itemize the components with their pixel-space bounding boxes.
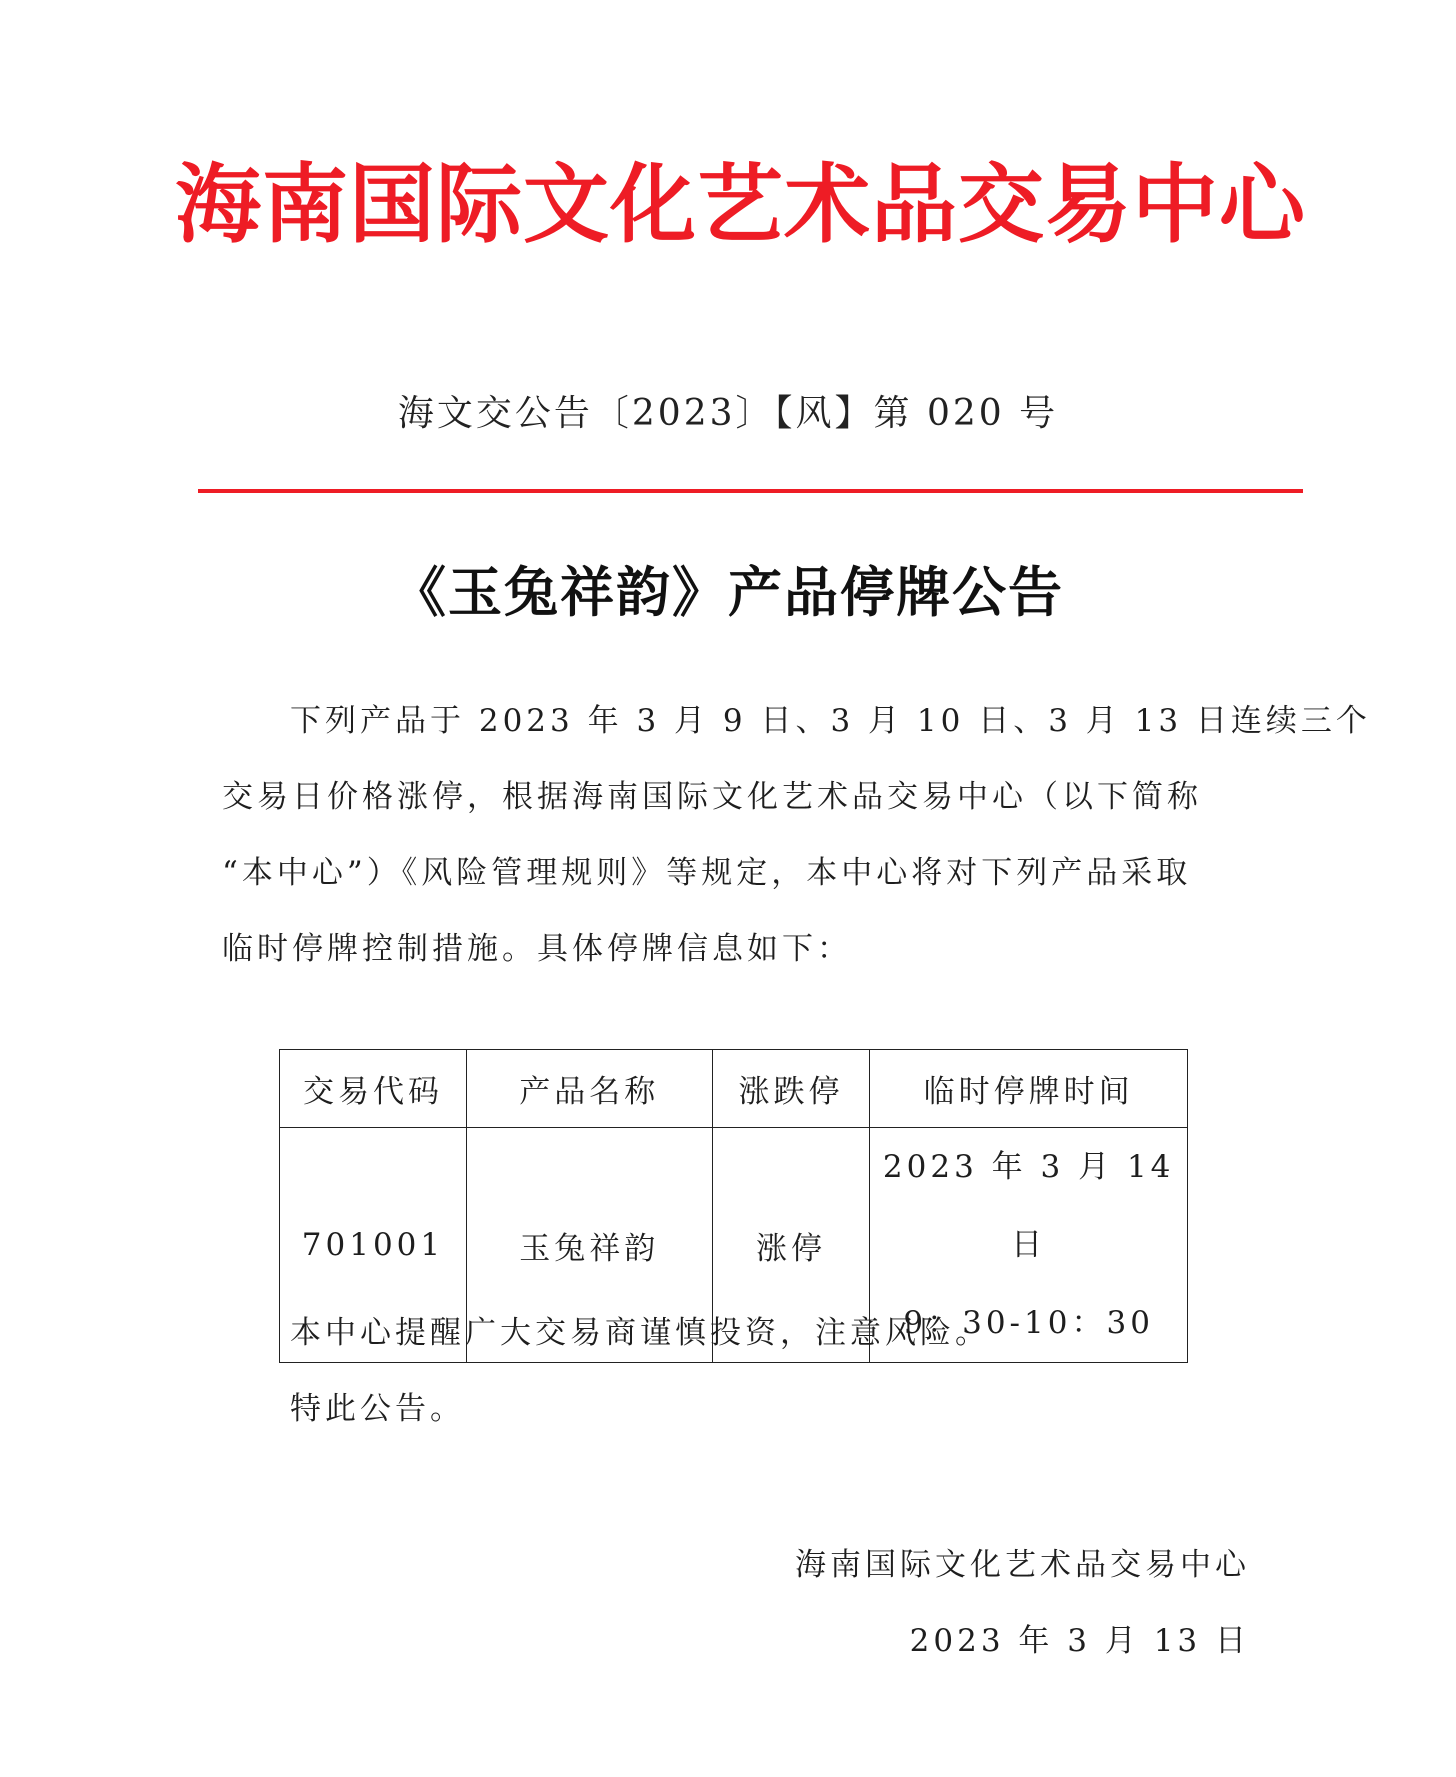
body-line-1: 下列产品于 2023 年 3 月 9 日、3 月 10 日、3 月 13 日连续三个: [290, 703, 1371, 739]
cell-trade-code: 701001: [280, 1128, 467, 1363]
body-line-4: 临时停牌控制措施。具体停牌信息如下：: [222, 931, 852, 967]
letterhead-char: 南: [262, 154, 348, 255]
table-header-row: [280, 1050, 1188, 1128]
header-product-name: 产品名称: [466, 1050, 712, 1128]
risk-reminder: 本中心提醒广大交易商谨慎投资，注意风险。: [290, 1315, 990, 1351]
letterhead-char: 文: [523, 154, 609, 255]
letterhead-char: 术: [784, 154, 870, 255]
closing-statement: 特此公告。: [290, 1391, 465, 1427]
suspension-hours: 9：30-10：30: [903, 1305, 1154, 1341]
letterhead-char: 际: [436, 154, 522, 255]
letterhead-char: 海: [175, 154, 261, 255]
document-number: 海文交公告〔2023〕【风】第 020 号: [397, 393, 1059, 434]
letterhead-char: 国: [349, 154, 435, 255]
letterhead-char: 品: [871, 154, 957, 255]
header-limit: 涨跌停: [712, 1050, 870, 1128]
red-divider: [198, 489, 1303, 493]
letterhead-char: 易: [1045, 154, 1131, 255]
document-title: 《玉兔祥韵》产品停牌公告: [392, 560, 1064, 624]
cell-product-name: 玉兔祥韵: [466, 1128, 712, 1363]
letterhead-char: 化: [610, 154, 696, 255]
suspension-date: 2023 年 3 月 14 日: [882, 1149, 1175, 1263]
cell-limit: 涨停: [712, 1128, 870, 1363]
letterhead-char: 心: [1219, 154, 1305, 255]
signature-org: 海南国际文化艺术品交易中心: [795, 1547, 1250, 1583]
letterhead-char: 艺: [697, 154, 783, 255]
letterhead-org-name: [175, 150, 1305, 260]
body-line-2: 交易日价格涨停，根据海南国际文化艺术品交易中心（以下简称: [222, 779, 1202, 815]
header-trade-code: 交易代码: [280, 1050, 467, 1128]
letterhead-char: 中: [1132, 154, 1218, 255]
header-suspension-time: 临时停牌时间: [870, 1050, 1188, 1128]
letterhead-char: 交: [958, 154, 1044, 255]
signature-date: 2023 年 3 月 13 日: [909, 1623, 1250, 1659]
body-line-3: “本中心”）《风险管理规则》等规定，本中心将对下列产品采取: [222, 855, 1192, 891]
